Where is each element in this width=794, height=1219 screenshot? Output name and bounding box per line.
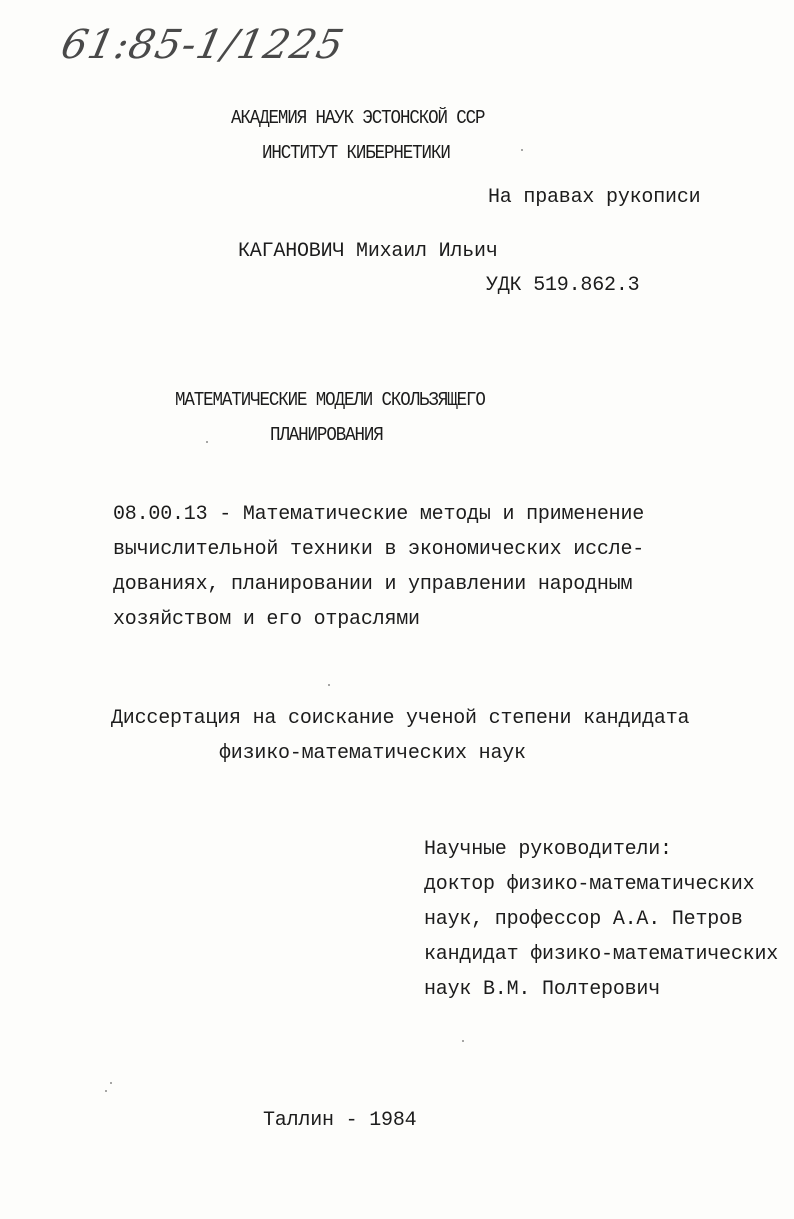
- dissertation-degree-line1: Диссертация на соискание ученой степени кандидата: [111, 707, 690, 730]
- academy-name: АКАДЕМИЯ НАУК ЭСТОНСКОЙ ССР: [231, 107, 485, 129]
- supervisor-line4: наук В.М. Полтерович: [424, 978, 661, 1001]
- supervisors-heading: Научные руководители:: [424, 838, 672, 861]
- specialty-line4: хозяйством и его отраслями: [113, 608, 420, 631]
- udc-code: УДК 519.862.3: [486, 274, 640, 297]
- supervisor-line1: доктор физико-математических: [424, 873, 755, 896]
- supervisor-line3: кандидат физико-математических: [424, 943, 779, 966]
- specialty-line3: дованиях, планировании и управлении народным: [113, 573, 633, 596]
- dissertation-title-line1: МАТЕМАТИЧЕСКИЕ МОДЕЛИ СКОЛЬЗЯЩЕГО: [175, 389, 485, 411]
- supervisor-line2: наук, профессор А.А. Петров: [424, 908, 743, 931]
- scan-speck: [521, 149, 523, 151]
- dissertation-title-line2: ПЛАНИРОВАНИЯ: [270, 424, 383, 446]
- scan-speck: [462, 1040, 464, 1042]
- specialty-line1: 08.00.13 - Математические методы и применение: [113, 503, 645, 526]
- scan-speck: [105, 1090, 107, 1092]
- dissertation-degree-line2: физико-математических наук: [219, 742, 526, 765]
- specialty-line2: вычислительной техники в экономических иссле-: [113, 538, 645, 561]
- place-year: Таллин - 1984: [263, 1109, 417, 1132]
- scan-speck: [328, 684, 330, 686]
- scan-speck: [206, 441, 208, 443]
- institute-name: ИНСТИТУТ КИБЕРНЕТИКИ: [262, 142, 450, 164]
- author-name: КАГАНОВИЧ Михаил Ильич: [238, 240, 498, 263]
- archive-mark: 61:85-1/1225: [57, 22, 349, 68]
- scan-speck: [110, 1082, 112, 1084]
- manuscript-rights: На правах рукописи: [488, 186, 701, 209]
